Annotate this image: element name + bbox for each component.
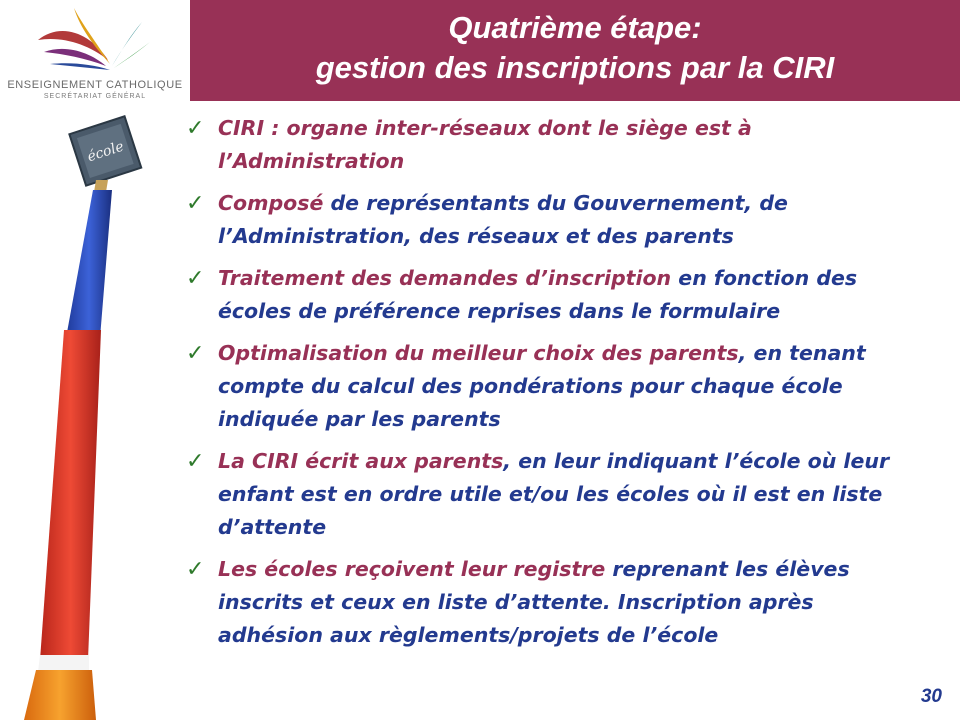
page-number: 30 <box>920 686 942 707</box>
checkmark-icon: ✓ <box>186 341 205 366</box>
logo-title: ENSEIGNEMENT CATHOLIQUE <box>7 79 183 91</box>
bullet-lead: Composé <box>218 191 324 215</box>
bullet-text: de représentants du Gouvernement, de l’Administration, des réseaux et des parents <box>218 191 788 248</box>
checkmark-icon: ✓ <box>186 191 205 216</box>
slide-title-line1: Quatrième étape: <box>448 10 702 45</box>
ecole-sign-text: école <box>85 138 126 166</box>
logo-subtitle: SECRÉTARIAT GÉNÉRAL <box>43 93 147 100</box>
slide-title <box>190 8 960 88</box>
bullet-lead: Optimalisation du meilleur choix des parents <box>218 341 739 365</box>
bullet-list <box>180 112 915 661</box>
bullet-lead: Traitement des demandes d’inscription <box>218 266 672 290</box>
list-item <box>180 187 915 253</box>
checkmark-icon: ✓ <box>186 116 205 141</box>
list-item <box>180 262 915 328</box>
bullet-lead: La CIRI écrit aux parents <box>218 449 504 473</box>
pencil-illustration <box>0 100 200 720</box>
checkmark-icon: ✓ <box>186 266 205 291</box>
slide-title-line2: gestion des inscriptions par la CIRI <box>315 50 835 85</box>
ecole-sign <box>69 116 141 185</box>
bullet-text: en fonction des écoles de préférence reprises dans le formulaire <box>218 266 858 323</box>
checkmark-icon: ✓ <box>186 449 205 474</box>
bullet-lead: CIRI : organe inter-réseaux dont le siège est à l’Administration <box>218 116 752 173</box>
list-item <box>180 112 915 178</box>
bullet-lead: Les écoles reçoivent leur registre <box>218 557 606 581</box>
checkmark-icon: ✓ <box>186 557 205 582</box>
logo-brush-icon <box>30 2 160 82</box>
bullet-text: , en leur indiquant l’école où leur enfant est en ordre utile et/ou les écoles où il est en liste d’attente <box>218 449 890 539</box>
list-item <box>180 553 915 652</box>
title-band <box>190 0 960 101</box>
bullet-text: , en tenant compte du calcul des pondérations pour chaque école indiquée par les parents <box>218 341 866 431</box>
list-item <box>180 337 915 436</box>
bullet-text: reprenant les élèves inscrits et ceux en liste d’attente. Inscription après adhésion aux règlements/projets de l’école <box>218 557 850 647</box>
list-item <box>180 445 915 544</box>
logo <box>0 0 190 106</box>
